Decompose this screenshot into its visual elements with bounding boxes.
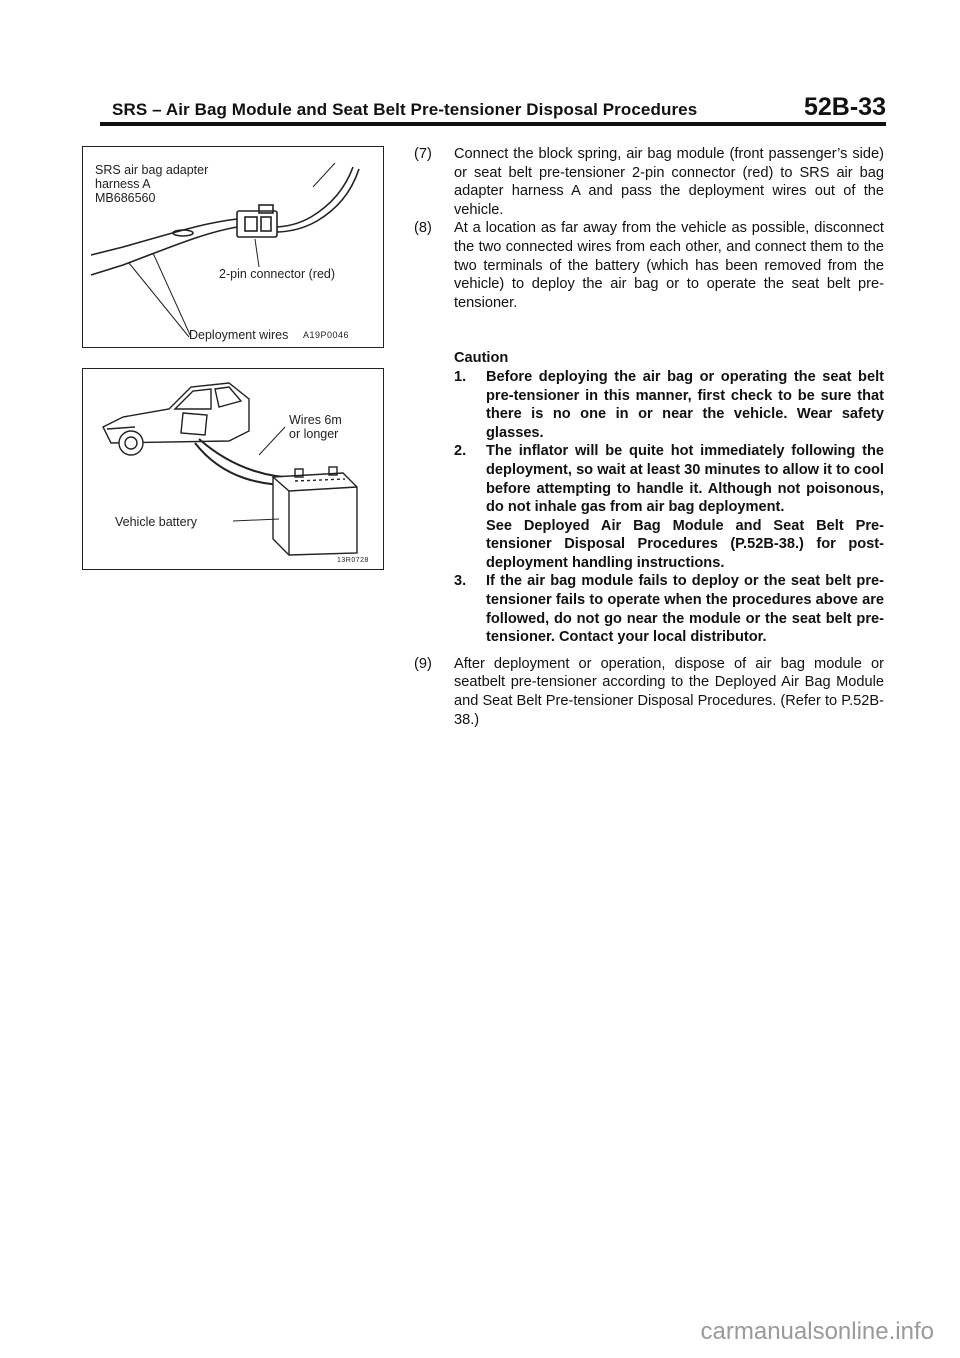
step-number: (9): [414, 655, 432, 672]
wire-to-battery-a: [199, 439, 313, 478]
figure-vehicle-battery: [82, 368, 384, 570]
harness-cable: [273, 167, 353, 227]
battery-case: [273, 473, 357, 555]
figure-adapter-harness: [82, 146, 384, 348]
vehicle-battery-illustration: [83, 369, 383, 569]
caution-text: Before deploying the air bag or operating the seat belt pre-tensioner in this manner, first check to be sure that there is no one in or near the vehicle. Wear safety glasses.: [486, 368, 884, 441]
figure-code: 13R0728: [337, 557, 369, 564]
caution-text: The inflator will be quite hot immediately following the deployment, so wait at least 30 minutes to allow it to cool before attempting to handle it. Although not poisonous, do not inhale gas from air bag deployment.: [486, 443, 884, 516]
step-9: [414, 655, 884, 729]
procedure-text: [414, 145, 884, 729]
step-text: After deployment or operation, dispose of air bag module or seatbelt pre-tensioner according to the Deployed Air Bag Module and Seat Belt Pre-tensioner Disposal Procedures. (Refer to P.52B-38.): [454, 655, 884, 728]
caution-item: [454, 368, 884, 442]
caution-text-reference: See Deployed Air Bag Module and Seat Belt Pre-tensioner Disposal Procedures (P.52B-38.) for post-deployment handling instructions.: [486, 517, 884, 571]
caution-text: If the air bag module fails to deploy or the seat belt pre-tensioner fails to operate when the procedures above are followed, do not go near the module or the seat belt pre-tensioner. Contact your local distributor.: [486, 573, 884, 646]
caution-number: 1.: [454, 368, 467, 385]
caution-block: [454, 349, 884, 647]
page-header: [100, 92, 886, 126]
step-number: (8): [414, 220, 432, 237]
header-rule: [100, 122, 886, 126]
leader-wire-b: [153, 253, 191, 337]
watermark: carmanualsonline.info: [700, 1318, 934, 1345]
step-text: Connect the block spring, air bag module (front passenger’s side) or seat belt pre-tensioner 2-pin connector (red) to SRS air bag adapter harness A and pass the deployment wires out of the vehicle.: [454, 146, 884, 218]
page-title: SRS – Air Bag Module and Seat Belt Pre-tensioner Disposal Procedures: [112, 100, 698, 119]
caution-number: 3.: [454, 573, 467, 590]
leader-connector: [255, 239, 259, 267]
caution-heading: Caution: [454, 350, 509, 367]
step-text: At a location as far away from the vehicle as possible, disconnect the two connected wires from each other, and connect them to the two terminals of the battery (which has been removed from the vehicle) to deploy the air bag or to operate the seat belt pre-tensioner.: [454, 220, 884, 311]
leader-battery: [233, 519, 279, 521]
step-8: [414, 219, 884, 312]
deployment-wire-b: [91, 227, 237, 275]
label-adapter-harness: SRS air bag adapter harness A MB686560: [95, 163, 209, 205]
leader-adapter: [313, 163, 335, 187]
leader-wire-a: [129, 263, 189, 337]
label-vehicle-battery: Vehicle battery: [115, 515, 197, 529]
label-deployment-wires: Deployment wires: [189, 328, 289, 342]
step-number: (7): [414, 146, 432, 162]
caution-item: [454, 442, 884, 572]
label-2pin-connector: 2-pin connector (red): [219, 267, 336, 281]
step-7: [414, 145, 884, 219]
label-wires-length: Wires 6m or longer: [289, 413, 342, 441]
page-number: 52B-33: [804, 93, 886, 121]
leader-wires: [259, 427, 285, 455]
car-front-wheel: [119, 431, 143, 455]
caution-item: [454, 572, 884, 646]
caution-number: 2.: [454, 443, 467, 460]
harness-cable-2: [275, 169, 359, 232]
figure-code: A19P0046: [303, 330, 350, 340]
